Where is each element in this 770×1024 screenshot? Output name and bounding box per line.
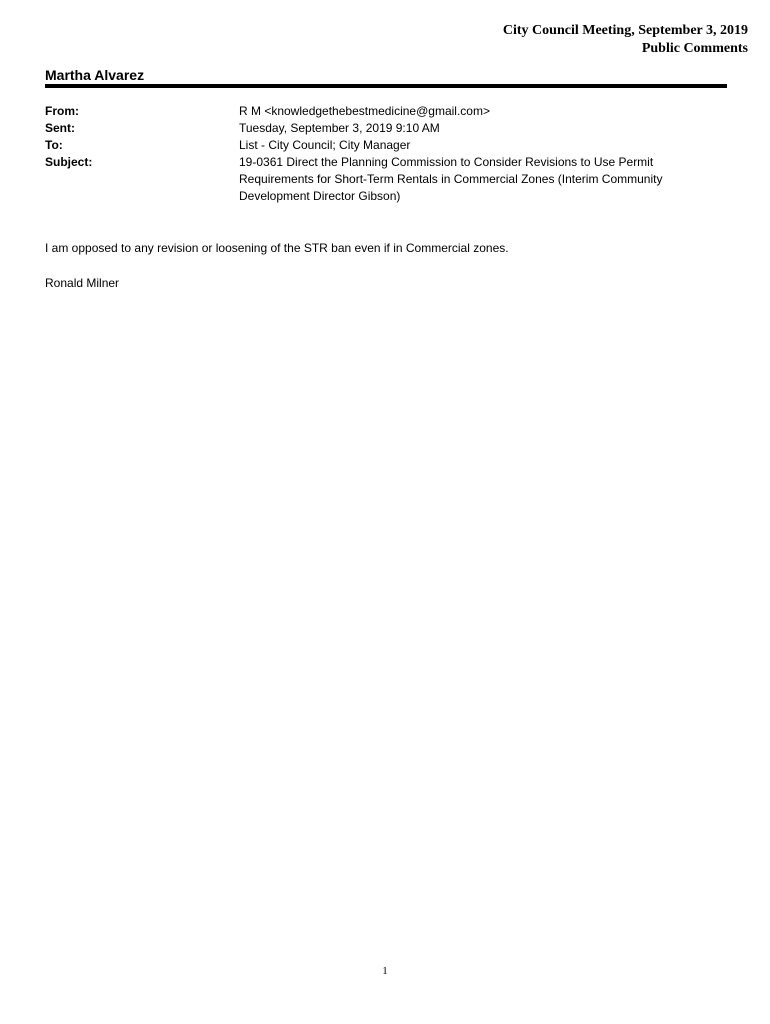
to-row <box>45 137 725 154</box>
sent-label: Sent: <box>45 121 75 135</box>
document-header <box>503 22 748 58</box>
message-text: I am opposed to any revision or loosening of the STR ban even if in Commercial zones. <box>45 241 509 255</box>
subject-row <box>45 154 725 205</box>
email-metadata <box>45 103 725 205</box>
from-row <box>45 103 725 120</box>
subject-label: Subject: <box>45 155 93 169</box>
to-label: To: <box>45 138 63 152</box>
signature: Ronald Milner <box>45 276 120 290</box>
from-value: R M <knowledgethebestmedicine@gmail.com> <box>239 104 490 118</box>
to-value: List - City Council; City Manager <box>239 138 411 152</box>
section-title: Public Comments <box>641 41 748 56</box>
subject-value: 19-0361 Direct the Planning Commission to Consider Revisions to Use Permit Requirements for Short-Term Rentals in Commercial Zones (Interim Community Development Director Gibson) <box>239 155 663 203</box>
sent-value: Tuesday, September 3, 2019 9:10 AM <box>239 121 440 135</box>
sent-row <box>45 120 725 137</box>
from-label: From: <box>45 104 79 118</box>
sender-name: Martha Alvarez <box>45 67 145 83</box>
meeting-title: City Council Meeting, September 3, 2019 <box>502 23 748 38</box>
header-divider <box>45 84 727 88</box>
page-number: 1 <box>382 965 388 977</box>
